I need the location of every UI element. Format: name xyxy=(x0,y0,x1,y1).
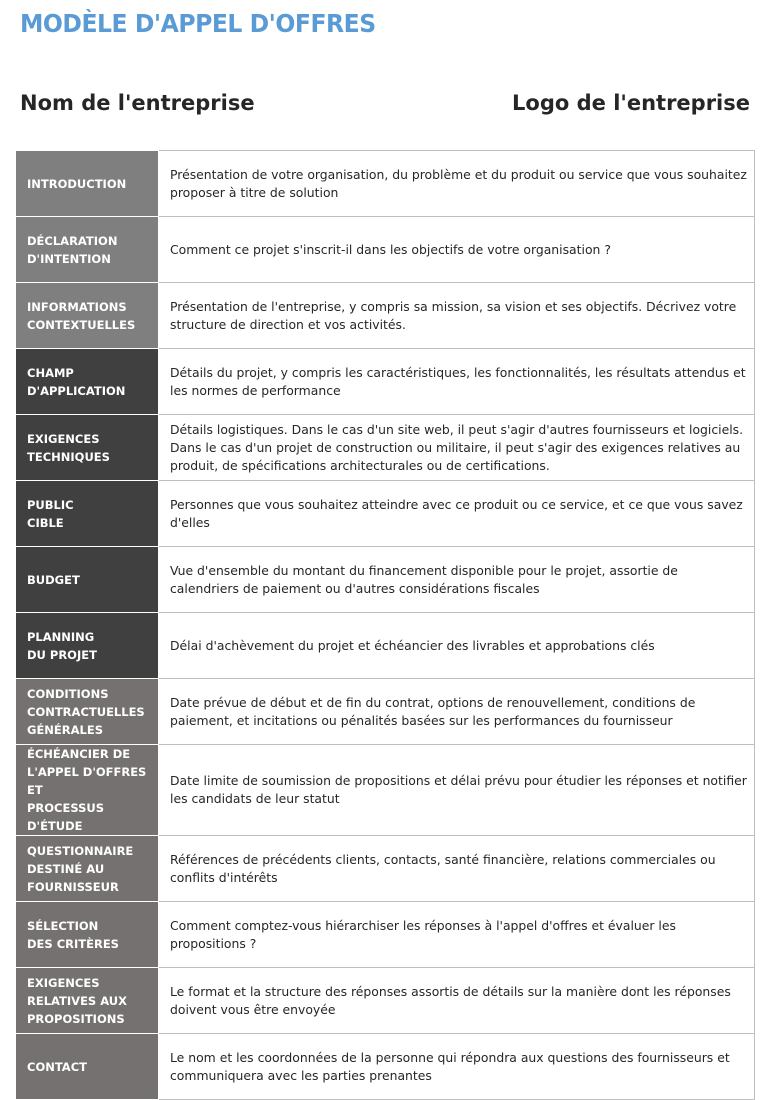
section-label: CONTACT xyxy=(27,1059,87,1074)
section-description: Le nom et les coordonnées de la personne qui répondra aux questions des fournisseurs et communiquera avec les parties prenantes xyxy=(159,1034,755,1100)
table-row xyxy=(16,283,755,349)
section-label-cell xyxy=(16,283,159,349)
section-label-cell xyxy=(16,547,159,613)
table-row xyxy=(16,613,755,679)
section-description: Date prévue de début et de fin du contrat, options de renouvellement, conditions de paiement, et incitations ou pénalités basées sur les performances du fournisseur xyxy=(159,679,755,745)
table-row xyxy=(16,836,755,902)
table-row xyxy=(16,217,755,283)
section-label: BUDGET xyxy=(27,572,80,587)
section-label: CONDITIONS CONTRACTUELLES GÉNÉRALES xyxy=(27,686,145,737)
section-label-cell xyxy=(16,836,159,902)
section-label: EXIGENCES TECHNIQUES xyxy=(27,431,110,464)
section-label: EXIGENCES RELATIVES AUX PROPOSITIONS xyxy=(27,975,127,1026)
rfp-sections-table xyxy=(15,150,755,1100)
section-description: Personnes que vous souhaitez atteindre avec ce produit ou ce service, et ce que vous savez d'elles xyxy=(159,481,755,547)
section-label-cell xyxy=(16,217,159,283)
table-row xyxy=(16,1034,755,1100)
section-description: Vue d'ensemble du montant du financement disponible pour le projet, assortie de calendriers de paiement ou d'autres considérations fiscales xyxy=(159,547,755,613)
section-description: Détails du projet, y compris les caractéristiques, les fonctionnalités, les résultats attendus et les normes de performance xyxy=(159,349,755,415)
company-name: Nom de l'entreprise xyxy=(20,91,255,115)
section-label: INFORMATIONS CONTEXTUELLES xyxy=(27,299,136,332)
table-row xyxy=(16,547,755,613)
section-label: CHAMP D'APPLICATION xyxy=(27,365,126,398)
section-label: QUESTIONNAIRE DESTINÉ AU FOURNISSEUR xyxy=(27,843,134,894)
section-description: Présentation de l'entreprise, y compris sa mission, sa vision et ses objectifs. Décrivez votre structure de direction et vos activités. xyxy=(159,283,755,349)
section-label-cell xyxy=(16,349,159,415)
section-label-cell xyxy=(16,1034,159,1100)
table-row xyxy=(16,415,755,481)
section-label-cell xyxy=(16,613,159,679)
section-description: Date limite de soumission de propositions et délai prévu pour étudier les réponses et notifier les candidats de leur statut xyxy=(159,745,755,836)
section-label: PLANNING DU PROJET xyxy=(27,629,97,662)
table-row xyxy=(16,349,755,415)
section-label-cell xyxy=(16,151,159,217)
section-label-cell xyxy=(16,679,159,745)
section-description: Détails logistiques. Dans le cas d'un site web, il peut s'agir d'autres fournisseurs et logiciels. Dans le cas d'un projet de construction ou militaire, il peut s'agir des exigences relatives au produit, de spécifications architecturales ou de certifications. xyxy=(159,415,755,481)
section-description: Références de précédents clients, contacts, santé financière, relations commerciales ou conflits d'intérêts xyxy=(159,836,755,902)
table-row xyxy=(16,151,755,217)
section-label: INTRODUCTION xyxy=(27,176,127,191)
section-description: Le format et la structure des réponses assortis de détails sur la manière dont les réponses doivent vous être envoyée xyxy=(159,968,755,1034)
section-label: PUBLIC CIBLE xyxy=(27,497,74,530)
rfp-sections-body xyxy=(16,151,755,1100)
section-label-cell xyxy=(16,745,159,836)
section-label-cell xyxy=(16,902,159,968)
table-row xyxy=(16,481,755,547)
section-label: SÉLECTION DES CRITÈRES xyxy=(27,918,119,951)
company-logo-placeholder: Logo de l'entreprise xyxy=(512,91,750,115)
table-row xyxy=(16,745,755,836)
section-label-cell xyxy=(16,415,159,481)
table-row xyxy=(16,968,755,1034)
table-row xyxy=(16,902,755,968)
table-row xyxy=(16,679,755,745)
section-description: Comment comptez-vous hiérarchiser les réponses à l'appel d'offres et évaluer les propositions ? xyxy=(159,902,755,968)
section-description: Délai d'achèvement du projet et échéancier des livrables et approbations clés xyxy=(159,613,755,679)
section-label-cell xyxy=(16,481,159,547)
document-title: MODÈLE D'APPEL D'OFFRES xyxy=(20,9,376,38)
section-label: ÉCHÉANCIER DE L'APPEL D'OFFRES ET PROCESSUS D'ÉTUDE xyxy=(27,747,147,833)
section-description: Présentation de votre organisation, du problème et du produit ou service que vous souhaitez proposer à titre de solution xyxy=(159,151,755,217)
section-label: DÉCLARATION D'INTENTION xyxy=(27,233,118,266)
section-description: Comment ce projet s'inscrit-il dans les objectifs de votre organisation ? xyxy=(159,217,755,283)
section-label-cell xyxy=(16,968,159,1034)
